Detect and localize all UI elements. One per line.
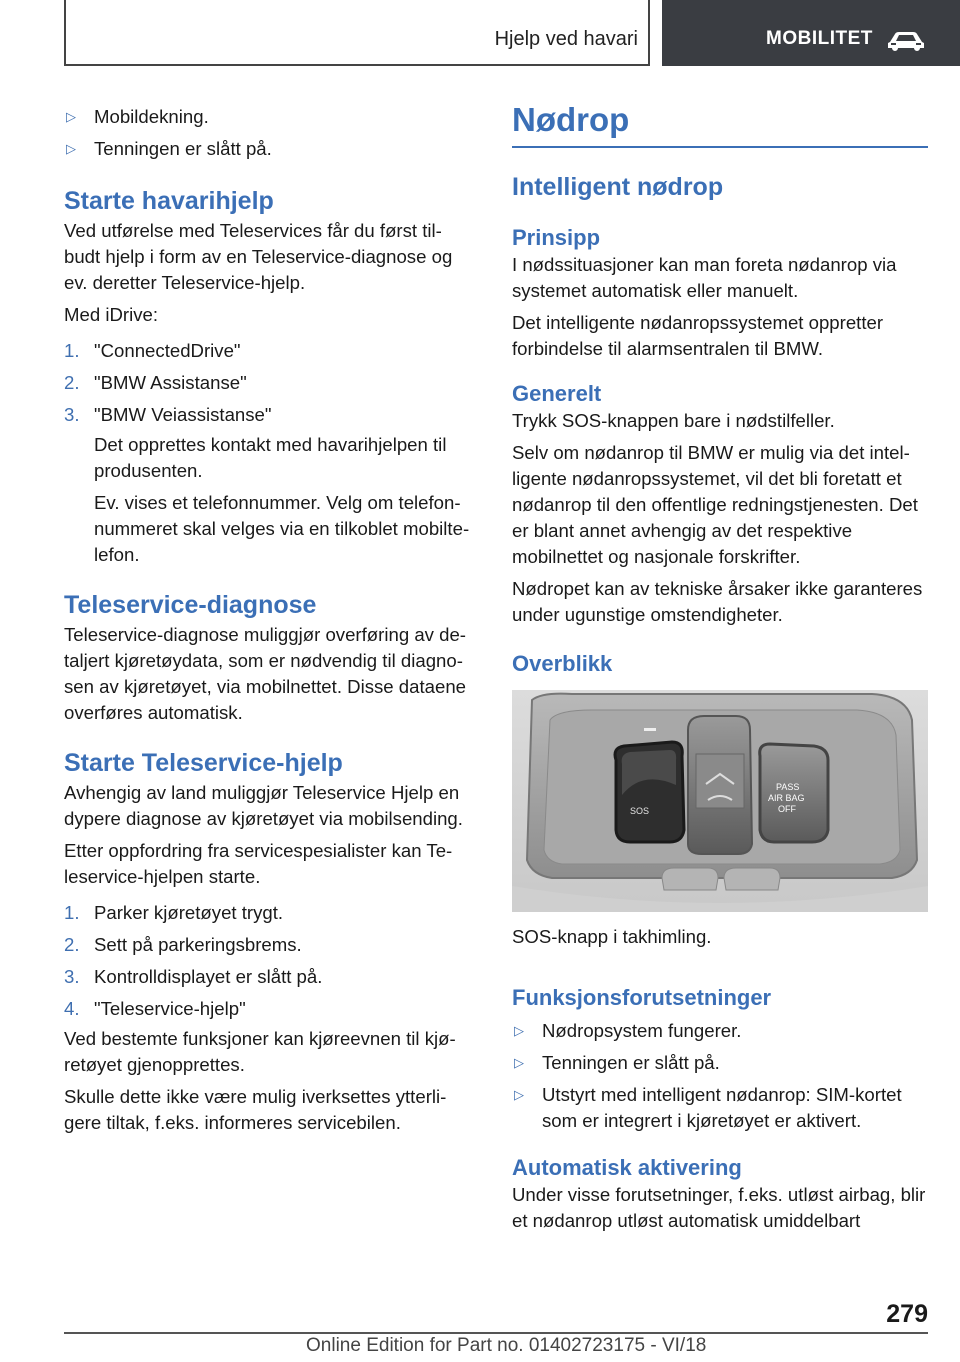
triangle-right-icon: ▷	[66, 141, 76, 156]
header-section-title: Hjelp ved havari	[494, 28, 638, 50]
paragraph: Teleservice-diagnose muliggjør overføring av de-taljert kjøretøydata, som er nødvendig til diagno-sen av kjøretøyet, via mobilnettet. Disse dataene overføres automatisk.	[64, 624, 467, 723]
heading-nodrop: Nødrop	[512, 101, 630, 138]
paragraph: Med iDrive:	[64, 304, 159, 325]
list-item: ▷ Mobildekning.	[64, 104, 478, 130]
car-icon	[886, 30, 926, 52]
heading-funksjonsforutsetninger: Funksjonsforutsetninger	[512, 985, 772, 1010]
triangle-right-icon: ▷	[514, 1055, 524, 1070]
header-chapter-label: MOBILITET	[766, 28, 873, 49]
header-left-box	[64, 0, 650, 66]
paragraph: Etter oppfordring fra servicespesialister kan Te-leservice-hjelpen starte.	[64, 840, 453, 887]
heading-teleservice-diagnose: Teleservice-diagnose	[64, 591, 317, 619]
list-item: ▷ Tenningen er slått på.	[64, 136, 478, 162]
paragraph: Ved utførelse med Teleservices får du først til-budt hjelp i form av en Teleservice-diagnose og ev. deretter Teleservice-hjelp.	[64, 220, 453, 293]
svg-text:AIR BAG: AIR BAG	[768, 793, 805, 803]
paragraph: Det opprettes kontakt med havarihjelpen til produsenten.	[94, 434, 447, 481]
list-item: ▷ Utstyrt med intelligent nødanrop: SIM-kortet som er integrert i kjøretøyet er aktivert.	[514, 1084, 902, 1131]
paragraph: Under visse forutsetninger, f.eks. utløst airbag, blir et nødanrop utløst automatisk umiddelbart	[512, 1184, 926, 1231]
list-item: 3. Kontrolldisplayet er slått på.	[64, 966, 323, 987]
heading-automatisk-aktivering: Automatisk aktivering	[512, 1155, 742, 1180]
paragraph: Trykk SOS-knappen bare i nødstilfeller.	[512, 410, 835, 431]
paragraph: Ev. vises et telefonnummer. Velg om telefon-nummeret skal velges via en tilkoblet mobilte-lefon.	[94, 492, 470, 565]
heading-rule	[512, 146, 928, 148]
paragraph: Avhengig av land muliggjør Teleservice Hjelp en dypere diagnose av kjøretøyet via mobilsending.	[64, 782, 463, 829]
paragraph: I nødssituasjoner kan man foreta nødanrop via systemet automatisk eller manuelt.	[512, 254, 897, 301]
heading-starte-havarihjelp: Starte havarihjelp	[64, 187, 274, 215]
left-column	[64, 100, 478, 1136]
svg-text:PASS: PASS	[776, 782, 800, 792]
heading-overblikk: Overblikk	[512, 651, 613, 676]
heading-prinsipp: Prinsipp	[512, 225, 601, 250]
list-item: 2. Sett på parkeringsbrems.	[64, 934, 302, 955]
triangle-right-icon: ▷	[514, 1023, 524, 1038]
paragraph: Ved bestemte funksjoner kan kjøreevnen til kjø-retøyet gjenopprettes.	[64, 1028, 456, 1075]
heading-intelligent-nodrop: Intelligent nødrop	[512, 173, 724, 201]
image-caption: SOS-knapp i takhimling.	[512, 926, 712, 947]
list-item: 1. Parker kjøretøyet trygt.	[64, 902, 284, 923]
heading-generelt: Generelt	[512, 381, 602, 406]
triangle-right-icon: ▷	[514, 1087, 524, 1102]
right-column	[512, 100, 928, 1234]
paragraph: Skulle dette ikke være mulig iverksettes ytterli-gere tiltak, f.eks. informeres servicebilen.	[64, 1086, 447, 1133]
list-item: 1. "ConnectedDrive"	[64, 340, 241, 361]
list-item: 4. "Teleservice-hjelp"	[64, 998, 246, 1019]
footer-rule	[64, 1332, 928, 1334]
triangle-right-icon: ▷	[66, 109, 76, 124]
paragraph: Det intelligente nødanropssystemet oppretter forbindelse til alarmsentralen til BMW.	[512, 312, 884, 359]
list-item: ▷ Tenningen er slått på.	[512, 1050, 928, 1076]
header-chapter-box	[662, 0, 960, 66]
list-item: ▷ Nødropsystem fungerer.	[512, 1018, 928, 1044]
paragraph: Selv om nødanrop til BMW er mulig via det intel-ligente nødanropssystemet, vil det bli foretatt et nødanrop til den offentlige redningstjenesten. Det er blant annet avhengig av det respektive mobilnettet og nasjonale forskrifter.	[512, 442, 918, 567]
list-item: 2. "BMW Assistanse"	[64, 372, 247, 393]
heading-starte-teleservice-hjelp: Starte Teleservice-hjelp	[64, 749, 343, 777]
page-number: 279	[886, 1300, 928, 1328]
footer-edition: Online Edition for Part no. 01402723175 - VI/18	[306, 1335, 707, 1356]
sos-button-photo	[512, 690, 928, 912]
paragraph: Nødropet kan av tekniske årsaker ikke garanteres under ugunstige omstendigheter.	[512, 578, 923, 625]
list-item: 3. "BMW Veiassistanse"	[64, 404, 272, 425]
svg-text:OFF: OFF	[778, 804, 796, 814]
svg-text:SOS: SOS	[630, 806, 650, 816]
